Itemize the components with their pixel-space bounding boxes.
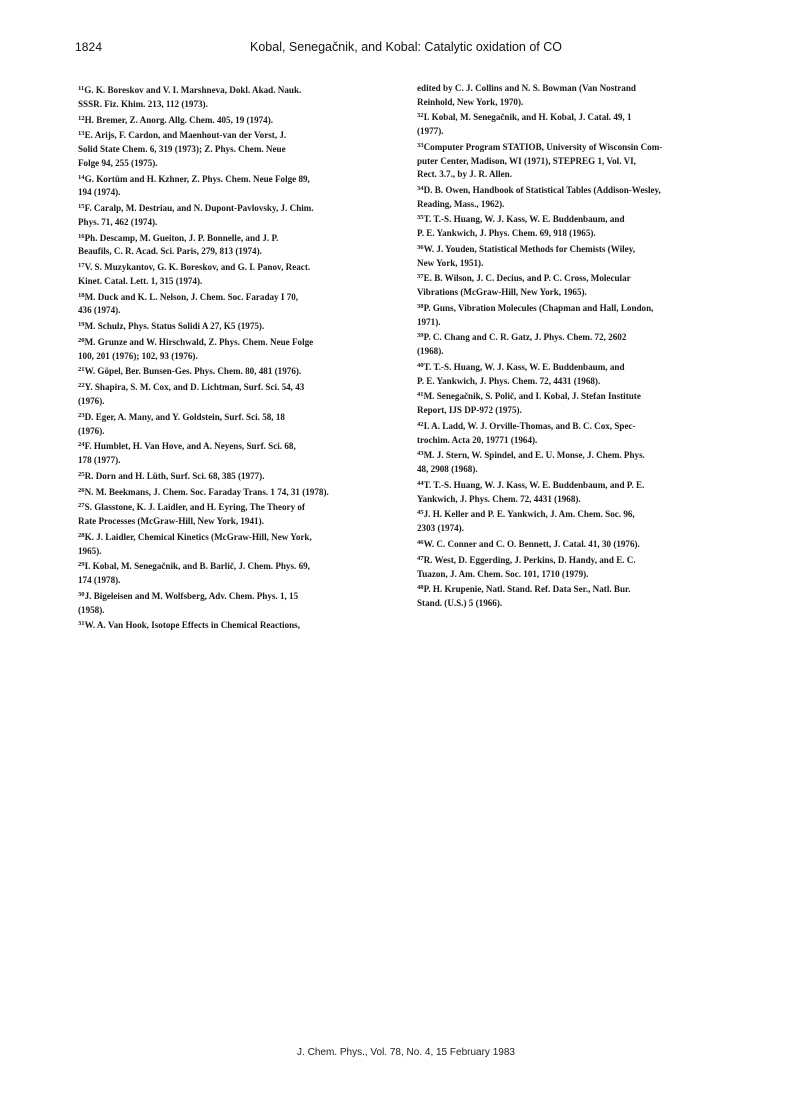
reference-line xyxy=(78,318,390,334)
reference-text: Ph. Descamp, M. Gueiton, J. P. Bonnelle, and J. P. xyxy=(84,232,279,243)
reference-line xyxy=(417,581,733,597)
reference-line xyxy=(417,329,733,345)
reference-text: W. Göpel, Ber. Bunsen-Ges. Phys. Chem. 80, 481 (1976). xyxy=(84,366,302,377)
reference-text: 48, 2908 (1968). xyxy=(417,464,478,475)
reference-number: 30 xyxy=(78,590,85,598)
reference-text: (1958). xyxy=(78,604,105,615)
reference-line xyxy=(417,316,733,330)
reference-entry xyxy=(78,200,390,230)
reference-line xyxy=(78,275,390,289)
reference-text: M. J. Stern, W. Spindel, and E. U. Monse, J. Chem. Phys. xyxy=(423,450,645,461)
reference-line xyxy=(78,171,390,187)
reference-line xyxy=(78,395,390,409)
reference-line xyxy=(78,425,390,439)
reference-line xyxy=(78,545,390,559)
reference-number: 22 xyxy=(78,382,85,390)
reference-entry xyxy=(417,241,733,271)
reference-line xyxy=(78,200,390,216)
reference-entry xyxy=(78,468,390,484)
reference-number: 18 xyxy=(78,291,85,299)
reference-entry xyxy=(417,329,733,359)
reference-line xyxy=(78,157,390,171)
reference-text: Stand. (U.S.) 5 (1966). xyxy=(417,598,503,609)
reference-text: D. B. Owen, Handbook of Statistical Tables (Addison-Wesley, xyxy=(423,185,661,196)
reference-line xyxy=(417,375,733,389)
reference-text: P. H. Krupenie, Natl. Stand. Ref. Data Ser., Natl. Bur. xyxy=(423,584,631,595)
reference-line xyxy=(417,418,733,434)
reference-entry xyxy=(78,230,390,260)
running-title: Kobal, Senegačnik, and Kobal: Catalytic oxidation of CO xyxy=(250,40,562,54)
reference-entry xyxy=(417,506,733,536)
reference-text: Computer Program STATIOB, University of Wisconsin Com- xyxy=(423,142,663,152)
reference-line xyxy=(417,597,733,611)
reference-number: 12 xyxy=(78,114,85,122)
reference-number: 44 xyxy=(417,479,424,487)
reference-line xyxy=(78,363,390,379)
reference-text: F. Humblet, H. Van Hove, and A. Neyens, Surf. Sci. 68, xyxy=(84,441,296,452)
reference-entry xyxy=(78,127,390,170)
reference-text: 174 (1978). xyxy=(78,575,121,586)
reference-text: P. E. Yankwich, J. Phys. Chem. 69, 918 (1965). xyxy=(417,228,596,239)
reference-line xyxy=(417,536,733,552)
reference-entry xyxy=(78,484,390,500)
reference-entry xyxy=(417,182,733,212)
reference-line xyxy=(417,270,733,286)
reference-text: P. C. Chang and C. R. Gatz, J. Phys. Chem. 72, 2602 xyxy=(423,332,627,343)
reference-text: P. Guns, Vibration Molecules (Chapman and Hall, London, xyxy=(423,303,654,314)
reference-text: W. C. Conner and C. O. Bennett, J. Catal. 41, 30 (1976). xyxy=(423,539,640,550)
reference-entry xyxy=(78,438,390,468)
reference-text: J. H. Keller and P. E. Yankwich, J. Am. Chem. Soc. 96, xyxy=(423,509,635,520)
reference-text: (1976). xyxy=(78,396,105,407)
reference-number: 33 xyxy=(417,141,424,149)
reference-entry xyxy=(417,211,733,241)
reference-text: (1976). xyxy=(78,425,105,436)
reference-number: 35 xyxy=(417,214,424,222)
reference-text: F. Caralp, M. Destriau, and N. Dupont-Pavlovsky, J. Chim. xyxy=(84,203,314,214)
reference-text: I. A. Ladd, W. J. Orville-Thomas, and B. C. Cox, Spec- xyxy=(423,421,636,432)
reference-text: Rect. 3.7., by J. R. Allen. xyxy=(417,169,512,180)
reference-text: T. T.-S. Huang, W. J. Kass, W. E. Buddenbaum, and P. E. xyxy=(423,480,645,491)
reference-text: Kinet. Catal. Lett. 1, 315 (1974). xyxy=(78,275,203,286)
reference-number: 14 xyxy=(78,173,85,181)
reference-text: Beaufils, C. R. Acad. Sci. Paris, 279, 813 (1974). xyxy=(78,246,262,257)
reference-text: M. Grunze and W. Hirschwald, Z. Phys. Chem. Neue Folge xyxy=(84,337,314,348)
references-left-column xyxy=(78,82,390,633)
reference-line xyxy=(78,499,390,515)
reference-text: E. B. Wilson, J. C. Decius, and P. C. Cross, Molecular xyxy=(423,273,631,284)
reference-text: (1968). xyxy=(417,346,444,357)
reference-line xyxy=(78,230,390,246)
reference-text: Report, IJS DP-972 (1975). xyxy=(417,405,522,416)
reference-entry xyxy=(417,82,733,109)
reference-text: I. Kobal, M. Senegačnik, and H. Kobal, J. Catal. 49, 1 xyxy=(423,112,632,123)
reference-number: 45 xyxy=(417,509,424,517)
reference-line xyxy=(78,617,390,633)
reference-line xyxy=(417,388,733,404)
reference-text: V. S. Muzykantov, G. K. Boreskov, and G. I. Panov, React. xyxy=(84,262,311,273)
reference-text: R. Dorn and H. Lüth, Surf. Sci. 68, 385 (1977). xyxy=(84,470,265,481)
reference-entry xyxy=(417,581,733,611)
reference-number: 26 xyxy=(78,486,85,494)
reference-text: T. T.-S. Huang, W. J. Kass, W. E. Buddenbaum, and xyxy=(423,214,625,225)
reference-text: M. Senegačnik, S. Polič, and I. Kobal, J. Stefan Institute xyxy=(423,391,641,402)
reference-line xyxy=(78,98,390,112)
reference-line xyxy=(78,529,390,545)
reference-number: 46 xyxy=(417,538,424,546)
reference-text: 100, 201 (1976); 102, 93 (1976). xyxy=(78,350,198,361)
reference-line xyxy=(417,345,733,359)
reference-text: Reinhold, New York, 1970). xyxy=(417,96,524,107)
reference-line xyxy=(417,168,733,182)
reference-line xyxy=(417,434,733,448)
reference-number: 21 xyxy=(78,366,85,374)
reference-line xyxy=(417,96,733,110)
reference-line xyxy=(417,182,733,198)
reference-number: 47 xyxy=(417,554,424,562)
reference-number: 32 xyxy=(417,112,424,120)
references-right-column xyxy=(417,82,733,611)
reference-text: G. K. Boreskov and V. I. Marshneva, Dokl. Akad. Nauk. xyxy=(84,85,302,96)
reference-text: Solid State Chem. 6, 319 (1973); Z. Phys. Chem. Neue xyxy=(78,144,286,155)
reference-line xyxy=(78,454,390,468)
reference-text: E. Arijs, F. Cardon, and Maenhout-van der Vorst, J. xyxy=(84,130,287,141)
reference-line xyxy=(78,350,390,364)
reference-text: 2303 (1974). xyxy=(417,523,464,534)
reference-line xyxy=(417,198,733,212)
reference-text: 436 (1974). xyxy=(78,305,121,316)
reference-text: S. Glasstone, K. J. Laidler, and H. Eyring, The Theory of xyxy=(84,502,305,513)
reference-line xyxy=(78,438,390,454)
reference-text: Folge 94, 255 (1975). xyxy=(78,157,158,168)
reference-text: edited by C. J. Collins and N. S. Bowman (Van Nostrand xyxy=(417,83,636,93)
reference-text: W. J. Youden, Statistical Methods for Chemists (Wiley, xyxy=(423,244,636,255)
reference-text: Rate Processes (McGraw-Hill, New York, 1941). xyxy=(78,516,264,527)
reference-number: 27 xyxy=(78,502,85,510)
reference-entry xyxy=(78,588,390,618)
reference-entry xyxy=(417,109,733,139)
reference-line xyxy=(78,334,390,350)
reference-line xyxy=(78,574,390,588)
reference-line xyxy=(78,82,390,98)
reference-number: 17 xyxy=(78,262,85,269)
reference-line xyxy=(417,477,733,493)
page-number: 1824 xyxy=(75,40,103,54)
reference-entry xyxy=(417,388,733,418)
reference-entry xyxy=(417,139,733,182)
reference-text: 194 (1974). xyxy=(78,187,121,198)
reference-entry xyxy=(78,259,390,289)
reference-line xyxy=(417,568,733,582)
reference-entry xyxy=(417,300,733,330)
reference-line xyxy=(417,257,733,271)
journal-citation-footer: J. Chem. Phys., Vol. 78, No. 4, 15 February 1983 xyxy=(297,1047,515,1058)
reference-line xyxy=(417,125,733,139)
reference-text: Yankwich, J. Phys. Chem. 72, 4431 (1968). xyxy=(417,493,581,504)
reference-entry xyxy=(417,418,733,448)
reference-number: 29 xyxy=(78,561,85,569)
reference-line xyxy=(78,468,390,484)
reference-text: W. A. Van Hook, Isotope Effects in Chemical Reactions, xyxy=(84,620,300,631)
reference-number: 40 xyxy=(417,361,424,369)
reference-line xyxy=(417,109,733,125)
reference-entry xyxy=(78,617,390,633)
reference-line xyxy=(417,241,733,257)
reference-text: K. J. Laidler, Chemical Kinetics (McGraw-Hill, New York, xyxy=(84,532,312,543)
reference-number: 34 xyxy=(417,184,424,192)
reference-text: SSSR. Fiz. Khim. 213, 112 (1973). xyxy=(78,98,208,109)
reference-number: 31 xyxy=(78,620,85,628)
reference-text: Y. Shapira, S. M. Cox, and D. Lichtman, Surf. Sci. 54, 43 xyxy=(84,382,305,393)
reference-line xyxy=(417,506,733,522)
reference-number: 23 xyxy=(78,411,85,419)
reference-line xyxy=(78,304,390,318)
reference-entry xyxy=(78,318,390,334)
reference-number: 28 xyxy=(78,531,85,539)
reference-entry xyxy=(78,379,390,409)
reference-line xyxy=(417,463,733,477)
reference-number: 48 xyxy=(417,584,424,592)
reference-line xyxy=(417,286,733,300)
reference-text: trochim. Acta 20, 19771 (1964). xyxy=(417,434,538,445)
reference-text: P. E. Yankwich, J. Phys. Chem. 72, 4431 (1968). xyxy=(417,375,601,386)
reference-text: 1965). xyxy=(78,545,102,556)
reference-number: 43 xyxy=(417,450,424,458)
reference-text: R. West, D. Eggerding, J. Perkins, D. Handy, and E. C. xyxy=(423,555,636,565)
reference-text: (1977). xyxy=(417,126,444,137)
reference-text: 178 (1977). xyxy=(78,455,121,466)
reference-line xyxy=(417,227,733,241)
reference-line xyxy=(78,588,390,604)
reference-number: 16 xyxy=(78,232,85,240)
reference-entry xyxy=(78,558,390,588)
reference-text: I. Kobal, M. Senegačnik, and B. Barlič, J. Chem. Phys. 69, xyxy=(84,561,310,572)
reference-entry xyxy=(417,536,733,552)
reference-text: J. Bigeleisen and M. Wolfsberg, Adv. Chem. Phys. 1, 15 xyxy=(84,591,299,602)
reference-line xyxy=(78,604,390,618)
reference-line xyxy=(78,484,390,500)
reference-entry xyxy=(417,477,733,507)
reference-number: 13 xyxy=(78,130,85,138)
reference-line xyxy=(417,522,733,536)
reference-line xyxy=(78,112,390,128)
reference-entry xyxy=(78,363,390,379)
reference-line xyxy=(78,558,390,574)
reference-number: 25 xyxy=(78,470,85,478)
reference-entry xyxy=(78,112,390,128)
reference-entry xyxy=(78,529,390,559)
reference-text: D. Eger, A. Many, and Y. Goldstein, Surf. Sci. 58, 18 xyxy=(84,411,285,422)
reference-line xyxy=(417,447,733,463)
reference-entry xyxy=(78,499,390,529)
reference-text: 1971). xyxy=(417,316,441,327)
reference-line xyxy=(78,216,390,230)
reference-line xyxy=(78,289,390,305)
reference-text: Tuazon, J. Am. Chem. Soc. 101, 1710 (1979). xyxy=(417,568,589,579)
reference-number: 11 xyxy=(78,85,85,92)
reference-text: puter Center, Madison, WI (1971), STEPREG 1, Vol. VI, xyxy=(417,155,636,166)
reference-line xyxy=(78,515,390,529)
reference-line xyxy=(417,82,733,96)
reference-line xyxy=(417,139,733,155)
reference-line xyxy=(417,493,733,507)
reference-number: 20 xyxy=(78,336,85,344)
reference-line xyxy=(417,404,733,418)
reference-line xyxy=(78,259,390,275)
reference-line xyxy=(417,552,733,568)
reference-line xyxy=(78,409,390,425)
reference-number: 38 xyxy=(417,302,424,310)
reference-text: New York, 1951). xyxy=(417,257,484,268)
reference-number: 37 xyxy=(417,273,424,281)
reference-number: 19 xyxy=(78,321,85,328)
reference-text: H. Bremer, Z. Anorg. Allg. Chem. 405, 19 (1974). xyxy=(84,114,274,125)
reference-text: Vibrations (McGraw-Hill, New York, 1965). xyxy=(417,287,587,298)
reference-entry xyxy=(78,289,390,319)
reference-line xyxy=(78,127,390,143)
reference-entry xyxy=(417,552,733,582)
reference-entry xyxy=(417,359,733,389)
reference-text: M. Schulz, Phys. Status Solidi A 27, K5 (1975). xyxy=(84,321,265,332)
reference-number: 24 xyxy=(78,441,85,449)
reference-number: 36 xyxy=(417,243,424,251)
reference-line xyxy=(417,300,733,316)
reference-number: 15 xyxy=(78,203,85,210)
reference-line xyxy=(78,379,390,395)
reference-line xyxy=(78,143,390,157)
reference-line xyxy=(78,186,390,200)
reference-number: 39 xyxy=(417,332,424,340)
reference-line xyxy=(417,211,733,227)
reference-text: M. Duck and K. L. Nelson, J. Chem. Soc. Faraday I 70, xyxy=(84,291,299,302)
reference-entry xyxy=(78,409,390,439)
reference-text: N. M. Beekmans, J. Chem. Soc. Faraday Trans. 1 74, 31 (1978). xyxy=(84,486,329,497)
reference-text: Reading, Mass., 1962). xyxy=(417,198,505,209)
reference-entry xyxy=(417,447,733,477)
reference-number: 42 xyxy=(417,420,424,428)
reference-entry xyxy=(417,270,733,300)
reference-text: Phys. 71, 462 (1974). xyxy=(78,216,158,227)
reference-number: 41 xyxy=(417,391,424,399)
reference-text: T. T.-S. Huang, W. J. Kass, W. E. Buddenbaum, and xyxy=(423,362,625,373)
reference-line xyxy=(417,155,733,169)
reference-entry xyxy=(78,334,390,364)
reference-entry xyxy=(78,171,390,201)
reference-line xyxy=(417,359,733,375)
reference-line xyxy=(78,245,390,259)
reference-entry xyxy=(78,82,390,112)
reference-text: G. Kortüm and H. Kzhner, Z. Phys. Chem. Neue Folge 89, xyxy=(84,173,310,184)
